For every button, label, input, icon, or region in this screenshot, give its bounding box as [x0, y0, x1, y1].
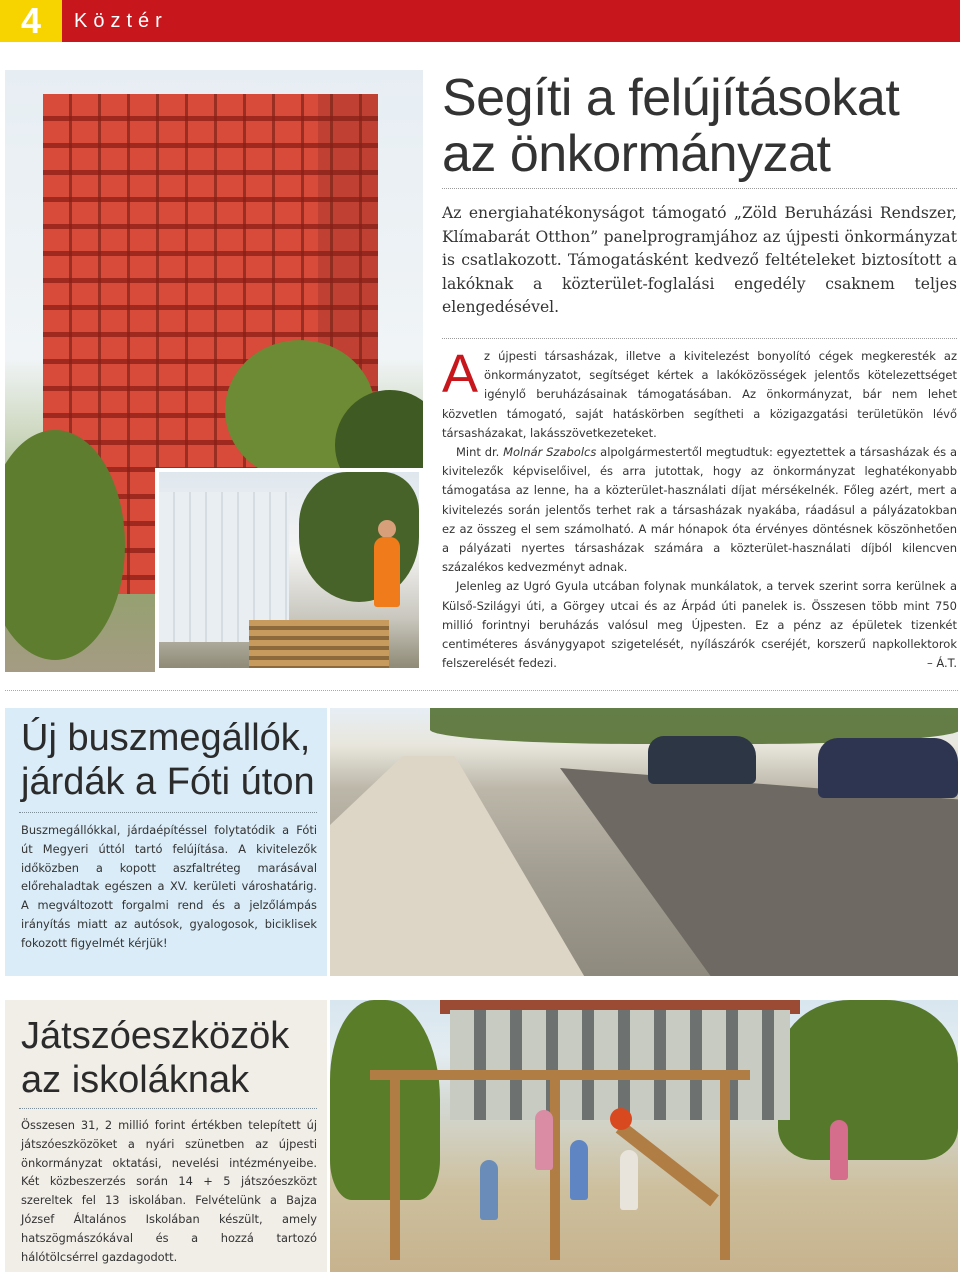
- paragraph-2-rest: alpolgármestertől megtudtuk: egyeztettek a társasházak és a kivitelezők képviselőivel, és arra jutottak, hogy az önkormányzat leghatékonyabb támogatása az lenne, ha a közterület-használati díjat mérsékelnék. Főleg azért, mert a kivitelezés során jelentős terhet rak a társasházak nyakába, ráadásul a pályázatokban ez az összeg el sem számolható. A már hónapok óta érvényes döntésnek köszönhetően a pályázati nyertes társasházak számára a közterület-használati díjból kilencven százalékos kedvezményt adnak.: [442, 445, 958, 575]
- page-number: 4: [0, 0, 62, 42]
- author-signoff: – Á.T.: [926, 656, 957, 671]
- article-body: [442, 344, 958, 674]
- child: [570, 1140, 588, 1200]
- child: [830, 1120, 848, 1180]
- bus-article-text: Buszmegállókkal, járdaépítéssel folytatódik a Fóti út Megyeri úttól tartó felújítása. A kivitelezők időközben a kopott aszfaltréteg marásával előrehaladtak egészen a XV. kerületi városhatárig. A megváltozott forgalmi rend és a jelzőlámpás irányítás miatt az autósok, gyalogosok, biciklisek fokozott figyelmét kérjük!: [21, 823, 317, 950]
- parked-car-2: [818, 738, 958, 798]
- parked-car-1: [648, 736, 756, 784]
- play-article-title: Játszóeszközök az iskoláknak: [21, 1015, 290, 1101]
- wooden-pallets: [249, 620, 389, 672]
- paragraph-2-start: Mint dr.: [456, 445, 504, 460]
- worksite-inset-photo: [155, 468, 423, 672]
- climbing-frame-post: [390, 1070, 400, 1260]
- section-title: Köztér: [74, 10, 168, 32]
- bus-article-title: Új buszmegállók, járdák a Fóti úton: [21, 717, 315, 803]
- lead-divider: [442, 338, 957, 339]
- paragraph-2: [442, 443, 957, 577]
- person-name: Molnár Szabolcs: [503, 445, 597, 460]
- section-header-bar: [62, 0, 960, 42]
- child: [480, 1160, 498, 1220]
- playground-photo: [330, 1000, 958, 1272]
- play-article-text: Összesen 31, 2 millió forint értékben telepített új játszóeszközöket a nyári szünetben az újpesti önkormányzat oktatási, nevelési intézményeibe. Két közbeszerzés során 14 + 5 játszóeszközt szereltek fel 13 iskolában. Felvételünk a Bajza József Általános Iskolában készült, amely hatszögmászókával és a hozzá tartozó hálótölcsérrel gazdagodott.: [21, 1118, 317, 1264]
- article-lead: Az energiahatékonyságot támogató „Zöld Beruházási Rendszer, Klímabarát Otthon” panelprogramjához az újpesti önkormányzat is csatlakozott. Támogatásként kedvező feltételeket biztosított a lakóknak a közterület-foglalási engedély csaknem teljes elengedésével.: [442, 204, 957, 316]
- building-renovation-photo: [5, 70, 423, 672]
- playground-article-box: [5, 1000, 327, 1272]
- headline-divider: [442, 188, 957, 189]
- school-building: [450, 1010, 790, 1120]
- child: [620, 1150, 638, 1210]
- climbing-frame-top: [370, 1070, 750, 1080]
- bus-title-divider: [19, 812, 317, 813]
- child: [535, 1110, 553, 1170]
- climbing-frame-post: [720, 1070, 730, 1260]
- new-sidewalk: [330, 756, 590, 976]
- tree-left: [330, 1000, 440, 1200]
- main-headline: Segíti a felújításokat az önkormányzat: [442, 69, 900, 183]
- paragraph-3-text: Jelenleg az Ugró Gyula utcában folynak munkálatok, a tervek szerint sorra kerülnek a Külső-Szilágyi úti, a Görgey utcai és az Árpád úti panelek is. Összesen több mint 750 millió forintnyi beruházás valósul meg Újpesten. Ez a pénz az épületek tizenkét centiméteres ásványgyapot szigetelését, nyílászárók cseréjét, korszerű napkollektorok felszerelését fedezi.: [442, 579, 957, 671]
- inset-tree: [299, 472, 419, 602]
- red-ball: [610, 1108, 632, 1130]
- tree-right: [778, 1000, 958, 1160]
- play-title-divider: [19, 1108, 317, 1109]
- section-separator: [5, 690, 958, 691]
- road-construction-photo: [330, 708, 958, 976]
- worker-head: [378, 520, 396, 538]
- worker-orange-shirt: [374, 537, 400, 607]
- bus-stop-article-box: [5, 708, 327, 976]
- paragraph-1-text: z újpesti társasházak, illetve a kivitelezést bonyolító cégek megkeresték az önkormányzatot, segítséget kértek a lakóközösségek jelentős kötelezettséget igénylő beruházásainak támogatásában. Az önkormányzat, bár nem lehet közvetlen támogató, saját hatáskörben segítheti a közigazgatási területükön lévő társasházakat, lakásszövetkezeteket.: [442, 349, 957, 440]
- drop-cap: A: [442, 344, 479, 404]
- milled-asphalt-road: [560, 768, 958, 976]
- paragraph-1: [442, 344, 957, 443]
